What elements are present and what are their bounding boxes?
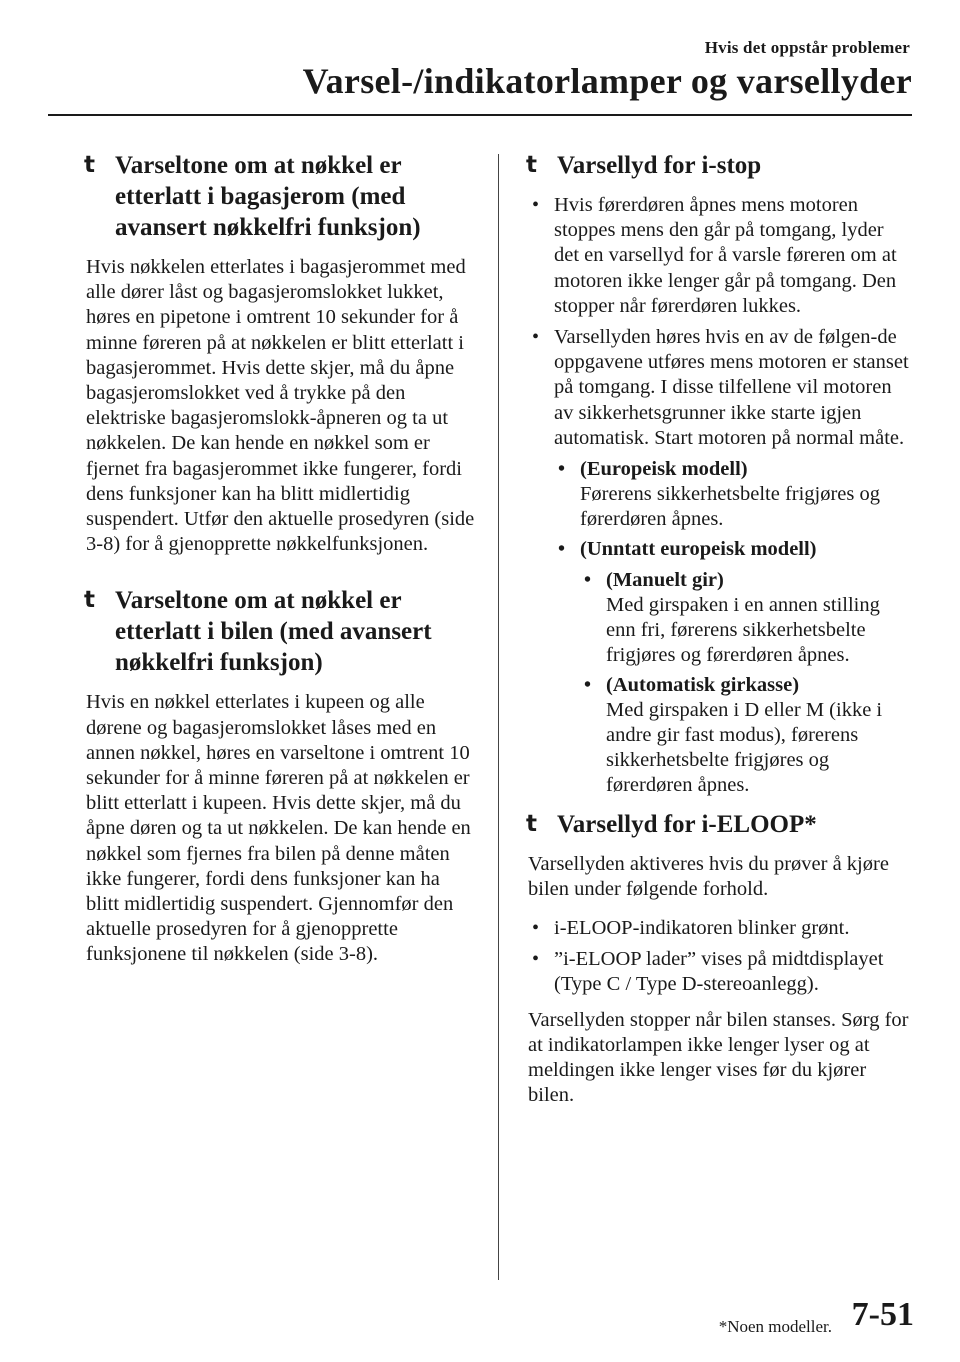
bullet-icon: • xyxy=(584,673,592,696)
list-item xyxy=(580,673,913,799)
list-item xyxy=(580,568,913,669)
section-heading xyxy=(86,585,476,678)
list-item-text: i-ELOOP-indikatoren blinker grønt. xyxy=(554,917,850,940)
left-column xyxy=(86,150,476,982)
list-item-label: (Unntatt europeisk modell) xyxy=(580,537,817,560)
bullet-icon: • xyxy=(558,458,566,481)
list-item-text: Varsellyden høres hvis en av de følgen-de oppgavene utføres mens motoren er stanset på tomgang. I disse tilfellene vil motoren av sikkerhetsgrunner ikke starte igjen automatisk. Start motoren på normal måte. xyxy=(554,326,909,449)
section-marker-icon: t xyxy=(526,152,537,178)
bullet-icon: • xyxy=(584,568,592,591)
section-heading xyxy=(528,150,913,181)
list-item xyxy=(554,537,913,799)
section-title: Varseltone om at nøkkel er etterlatt i bagasjerom (med avansert nøkkelfri funksjon) xyxy=(115,152,421,241)
section-key-in-trunk xyxy=(86,150,476,557)
sub-bullet-list xyxy=(580,568,913,799)
section-heading xyxy=(528,809,913,840)
list-item-text: ”i-ELOOP lader” vises på midtdisplayet (Type C / Type D-stereoanlegg). xyxy=(554,948,884,996)
section-title: Varsellyd for i-ELOOP* xyxy=(557,810,817,838)
bullet-list xyxy=(528,193,913,799)
list-item xyxy=(528,947,913,997)
page-title: Varsel-/indikatorlamper og varsellyder xyxy=(302,61,912,101)
list-item xyxy=(554,457,913,533)
section-marker-icon: t xyxy=(84,152,95,178)
list-item-label: (Automatisk girkasse) xyxy=(606,673,800,696)
list-item-label: (Manuelt gir) xyxy=(606,568,724,591)
section-marker-icon: t xyxy=(526,810,537,837)
bullet-icon: • xyxy=(532,917,540,940)
bullet-icon: • xyxy=(532,194,540,216)
column-divider xyxy=(498,154,499,1280)
list-item xyxy=(528,325,913,799)
section-heading xyxy=(86,150,476,243)
section-key-in-cabin xyxy=(86,585,476,967)
section-i-stop xyxy=(528,150,913,799)
list-item-text: Med girspaken i en annen stilling enn fri, førerens sikkerhetsbelte frigjøres og førerdøren åpnes. xyxy=(606,594,880,667)
right-column xyxy=(528,150,913,1123)
section-intro: Varsellyden aktiveres hvis du prøver å kjøre bilen under følgende forhold. xyxy=(528,852,889,900)
header-rule xyxy=(48,114,912,116)
list-item-label: (Europeisk modell) xyxy=(580,458,748,481)
footnote: *Noen modeller. xyxy=(718,1317,832,1336)
list-item xyxy=(528,916,913,941)
section-body: Hvis nøkkelen etterlates i bagasjerommet med alle dører låst og bagasjeromslokket lukket, høres en pipetone i omtrent 10 sekunder for å minne føreren på at nøkkelen er blitt etterlatt i bagasjerommet. Hvis dette skjer, må du åpne bagasjeromslokket ved å trykke på den elektriske bagasjeromslokk-åpneren og ta ut nøkkelen. De kan hende en nøkkel som er fjernet fra bagasjerommet ikke fungerer, fordi dens funksjoner kan ha blitt midlertidig suspendert. Utfør den aktuelle prosedyren (side 3-8) for å gjenopprette nøkkelfunksjonen. xyxy=(86,256,475,556)
bullet-icon: • xyxy=(532,326,540,349)
section-title: Varseltone om at nøkkel er etterlatt i bilen (med avansert nøkkelfri funksjon) xyxy=(115,587,432,677)
list-item-text: Med girspaken i D eller M (ikke i andre gir fast modus), førerens sikkerhetsbelte frigjøres og førerdøren åpnes. xyxy=(606,698,883,797)
section-title: Varsellyd for i-stop xyxy=(557,152,762,179)
section-body: Hvis en nøkkel etterlates i kupeen og alle dørene og bagasjeromslokket låses med en annen nøkkel, høres en varseltone i omtrent 10 sekunder for å minne føreren på at nøkkelen er blitt etterlatt i kupeen. Hvis dette skjer, må du åpne døren og ta ut nøkkelen. De kan hende en nøkkel som fjernes fra bilen på denne måten ikke fungerer, fordi dens funksjoner kan ha blitt midlertidig suspendert. Gjennomfør den aktuelle prosedyren for å gjenopprette funksjonene til nøkkelen (side 3-8). xyxy=(86,691,471,966)
sub-bullet-list xyxy=(554,457,913,799)
page-number: 7-51 xyxy=(851,1296,914,1333)
list-item xyxy=(528,193,913,319)
list-item-text: Hvis førerdøren åpnes mens motoren stoppes mens den går på tomgang, lyder det en varsellyd for å varsle føreren om at motoren ikke lenger går på tomgang. Den stopper når førerdøren lukkes. xyxy=(554,194,897,317)
bullet-icon: • xyxy=(532,948,540,971)
section-i-eloop xyxy=(528,809,913,1109)
section-marker-icon: t xyxy=(84,587,95,614)
section-outro: Varsellyden stopper når bilen stanses. Sørg for at indikatorlampen ikke lenger lyser og at meldingen ikke lenger vises før du kjører bilen. xyxy=(528,1008,909,1107)
bullet-list xyxy=(528,916,913,998)
chapter-label: Hvis det oppstår problemer xyxy=(704,38,910,57)
bullet-icon: • xyxy=(558,537,566,560)
list-item-text: Førerens sikkerhetsbelte frigjøres og førerdøren åpnes. xyxy=(580,483,881,531)
